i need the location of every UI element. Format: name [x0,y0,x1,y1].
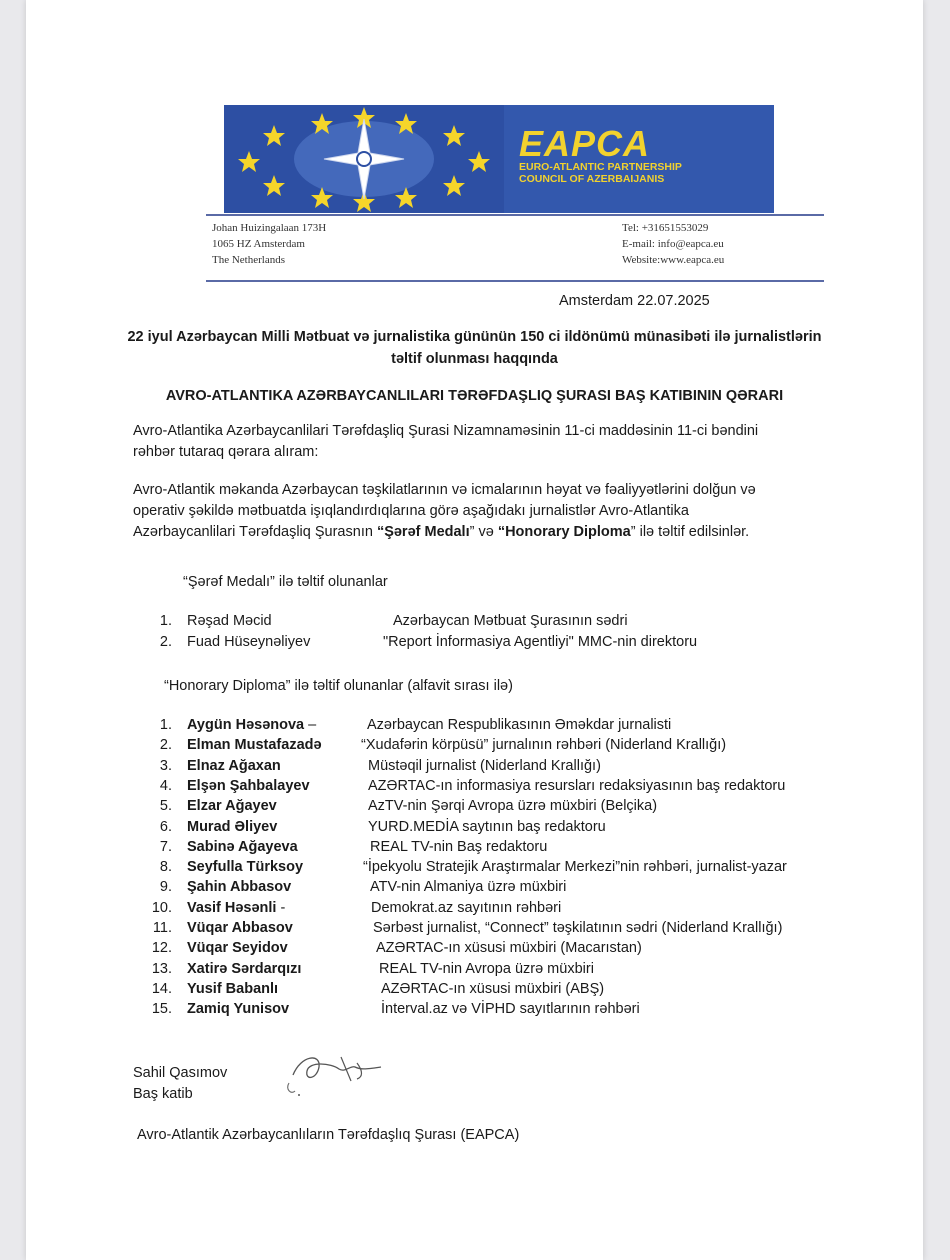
recipient-name [187,634,310,650]
diploma-name-inline: “Honorary Diploma [497,524,631,540]
recipient-name [187,981,278,997]
signature-icon [281,1045,391,1105]
document-page [26,0,923,1260]
recipient-position: AZƏRTAC-ın xüsusi müxbiri (ABŞ) [381,980,605,997]
contact-info [622,220,724,268]
list-item-number: 14. [151,980,172,997]
list-item-number: 15. [151,1001,172,1018]
paragraph-2-line-3-part-a: Azərbaycanlilari Tərəfdaşliq Şurasnın [133,524,377,540]
recipient-name-text: Fuad Hüseynəliyev [187,634,311,650]
list-item-number: 1. [159,717,172,733]
list-item-number: 9. [159,879,172,896]
name-separator: – [304,717,317,733]
list-item-number: 2. [159,634,172,650]
recipient-position: Azərbaycan Respublikasının Əməkdar jurnalisti [367,717,672,733]
logo-subtitle [519,161,769,185]
recipient-position: ATV-nin Almaniya üzrə müxbiri [370,879,567,896]
list-item-number: 11. [152,920,172,936]
recipient-position: AzTV-nin Şərqi Avropa üzrə müxbiri (Belçika) [368,798,658,815]
recipient-position: YURD.MEDİA saytının baş redaktoru [368,818,606,835]
list-item-number: 3. [159,757,172,774]
recipient-position: AZƏRTAC-ın informasiya resursları redaksiyasının baş redaktoru [368,777,786,794]
recipient-position: “Xudafərin körpüsü” jurnalının rəhbəri (Niderland Krallığı) [361,737,727,754]
recipient-name [187,613,272,629]
recipient-name-text: Elnaz Ağaxan [187,757,281,774]
list-item-number: 2. [159,737,172,754]
recipient-name [187,940,288,956]
medal-name-inline: “Şərəf Medalı [376,524,470,540]
paragraph-2-line-3-part-c: ” və [469,524,498,540]
paragraph-2-line-1: Avro-Atlantik məkanda Azərbaycan təşkilatlarının və icmalarının həyat və fəaliyyətlərini dolğun və [133,482,756,498]
recipient-name [187,737,322,753]
decision-title: AVRO-ATLANTIKA AZƏRBAYCANLILARI TƏRƏFDAŞLIQ ŞURASI BAŞ KATIBININ QƏRARI [165,388,784,404]
address-line-1: Johan Huizingalaan 173H [212,222,327,234]
recipient-position: REAL TV-nin Avropa üzrə müxbiri [379,960,594,977]
logo-title: EAPCA [519,123,651,164]
recipient-name-text: Yusif Babanlı [187,980,279,997]
recipient-name-text: Aygün Həsənova [187,717,305,733]
organization-footer: Avro-Atlantik Azərbaycanlıların Tərəfdaşlıq Şurası (EAPCA) [137,1127,520,1143]
recipient-position: Müstəqil jurnalist (Niderland Krallığı) [368,757,601,774]
recipient-name-text: Sabinə Ağayeva [187,838,298,855]
postal-address [212,220,326,268]
recipient-name [187,920,293,936]
recipient-position: AZƏRTAC-ın xüsusi müxbiri (Macarıstan) [376,940,642,957]
list-item-number: 5. [159,798,172,815]
recipient-name-text: Şahin Abbasov [187,879,292,896]
recipient-name-text: Vüqar Seyidov [187,940,288,957]
recipient-position: Sərbəst jurnalist, “Connect” təşkilatının sədri (Niderland Krallığı) [373,920,783,936]
address-line-3: The Netherlands [212,254,285,266]
paragraph-1-line-2: rəhbər tutaraq qərara alıram: [133,444,319,460]
recipient-name-text: Rəşad Məcid [187,613,272,629]
medal-heading: “Şərəf Medalı” ilə təltif olunanlar [183,574,388,590]
recipient-name-text: Zamiq Yunisov [187,1001,290,1018]
recipient-position: “İpekyolu Stratejik Araştırmalar Merkezi”nin rəhbəri, jurnalist-yazar [363,859,787,876]
diploma-heading: “Honorary Diploma” ilə təltif olunanlar (alfavit sırası ilə) [164,678,513,694]
list-item-number: 1. [159,613,172,629]
name-separator: - [276,899,286,916]
recipient-name [187,758,281,774]
signer-role: Baş katib [133,1086,193,1102]
eapca-logo-banner [224,105,774,213]
website-text: Website:www.eapca.eu [622,254,725,266]
recipient-name [187,900,285,916]
recipient-name [187,798,277,814]
paragraph-2-line-2: operativ şəkildə mətbuatda işıqlandırdıqlarına görə aşağıdakı jurnalistlər Avro-Atlantika [133,503,689,519]
list-item-number: 13. [151,960,172,977]
paragraph-1 [133,421,758,463]
recipient-name-text: Elşən Şahbalayev [187,777,310,794]
list-item-number: 6. [159,818,172,835]
header-rule-top [206,214,824,216]
recipient-position: İnterval.az və VİPHD sayıtlarının rəhbəri [381,1001,640,1018]
logo-subtitle-line-1: EURO-ATLANTIC PARTNERSHIP [519,161,682,173]
recipient-position: "Report İnformasiya Agentliyi" MMC-nin direktoru [383,634,698,650]
recipient-position: REAL TV-nin Baş redaktoru [370,838,548,855]
recipient-name [187,839,298,855]
recipient-position: Demokrat.az sayıtının rəhbəri [371,899,562,916]
paragraph-2-line-3-part-e: ” ilə təltif edilsinlər. [630,524,750,540]
recipient-position: Azərbaycan Mətbuat Şurasının sədri [393,613,628,629]
recipient-name [187,961,301,977]
phone-text: Tel: +31651553029 [622,222,709,234]
email-text: E-mail: info@eapca.eu [622,238,724,250]
recipient-name [187,819,277,835]
eu-stars-panel [224,105,504,213]
recipient-name [187,717,316,733]
recipient-name [187,1001,289,1017]
recipient-name-text: Elman Mustafazadə [187,737,322,754]
list-item-number: 4. [159,777,172,794]
recipient-name-text: Elzar Ağayev [187,798,277,815]
paragraph-2-line-3 [133,522,756,543]
recipient-name [187,859,303,875]
date-line: Amsterdam 22.07.2025 [559,293,710,309]
recipient-name-text: Vüqar Abbasov [187,920,293,936]
paragraph-2 [133,480,756,543]
header-rule-bottom [206,280,824,282]
signer-name: Sahil Qasımov [133,1065,228,1081]
document-title-line-1: 22 iyul Azərbaycan Milli Mətbuat və jurnalistika gününün 150 ci ildönümü münasibəti ilə jurnalistlərin [127,329,822,345]
logo-subtitle-line-2: COUNCIL OF AZERBAIJANIS [519,173,665,185]
recipient-name-text: Xatirə Sərdarqızı [187,960,302,977]
document-title-line-2: təltif olunması haqqında [391,351,558,367]
list-item-number: 10. [151,899,172,916]
recipient-name-text: Seyfulla Türksoy [187,859,304,876]
list-item-number: 7. [159,838,172,855]
list-item-number: 12. [151,940,172,957]
recipient-name [187,879,291,895]
paragraph-1-line-1: Avro-Atlantika Azərbaycanlilari Tərəfdaşliq Şurasi Nizamnaməsinin 11-ci maddəsinin 11-ci bəndini [133,423,759,439]
recipient-name [187,778,310,794]
recipient-name-text: Murad Əliyev [187,818,278,835]
address-line-2: 1065 HZ Amsterdam [212,238,305,250]
star-circle-compass-icon [224,105,504,213]
recipient-name-text: Vasif Həsənli [187,899,277,916]
list-item-number: 8. [159,859,172,876]
